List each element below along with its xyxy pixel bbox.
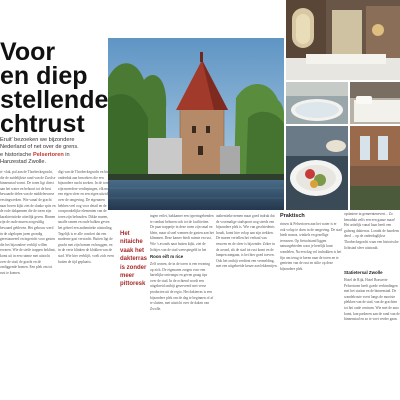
section-head-status: Statietersal Zwolle <box>344 270 383 275</box>
article-column-6: rinsen ik Pelsertoren aan het water is er ook volop te doen in de omgeving. De stad biedt musea, winkels en gezellige terrassen. Op fietsafstand liggen natuurgebieden waar je heerlijk kunt wandelen. Na een dag vol indrukken is het fijn om terug te keren naar de toren en te genieten van de rust en stilte op deze bijzondere plek. <box>280 222 342 271</box>
bathtub-photo-illustration <box>286 82 348 124</box>
bed-photo <box>350 82 400 124</box>
praktisch-label: Praktisch <box>280 213 305 219</box>
article-column-4: Zelf wonen, de in de toren is een ervaring op zich. De eigenaren zorgen voor een hartelijke ontvangst en geven graag tips over de stad. In de ochtend wordt een uitgebreid ontbijt geserveerd met verse producten uit de regio. Het dakterras is een bijzondere plek om de dag te beginnen of af te sluiten, met uitzicht over de daken van Zwolle. <box>150 262 214 311</box>
intro-highlight: Pelsertoren <box>32 151 64 158</box>
food-photo <box>286 126 348 210</box>
exterior-photo-illustration <box>350 126 400 210</box>
article-column-3: ingen veilet, bakkamer een typeringebenden te rondust behoren ook tot de faciliteiten. De paar trappetje in deze toren zijn smal en klein, maar al snel wennen de gasten aan het klimmen. Deze kamer biedt ruimte en rust. Wie 's avonds naar buiten kijkt, ziet de lichtjes van de stad weerspiegeld in het <box>150 214 214 252</box>
article-column-7: optimiere in gemeentenevert... Zo benadukt zelfs een een gaaue maar! Het aritelijk vanaf haar heeft een gulzeag dakterras. Lonuhi de luurdens deed ... op de onderdaglijkse Thorbeckegracht waar een historische lichtstad sfeer uitstraalt. <box>344 212 399 250</box>
bathtub-photo <box>286 82 348 124</box>
interior-photo <box>286 0 400 80</box>
article-intro: Eruit' bezoeken we bijzondere Nederland of net over de grens. e historische Pelsertoren in Hanzestad Zwolle. <box>0 137 79 166</box>
interior-photo-illustration <box>286 0 400 80</box>
article-column-5: authentieke nemen maar goed indruk dat de voormalige stadspoort nog steeds een bijzondere plek is. Wie van geschiedenis houdt, komt hier volop aan zijn trekken. De muren vertellen het verhaal van eeuwen en de sfeer is bijzonder. Zeker in de avond, als de stad tot rust komt en de lampen aangaan, is het hier goed toeven. Ook het ontbijt verdient een vermelding, met een uitgebreide keuze aan lekkernijen. <box>216 214 278 269</box>
article-column-1: rt- vlak, pal aan de Thorbeckegracht, die de zuidelijkste rand van de Zwolse binnenstad vormt. De toren ligt direct aan het water en behoort tot de best bewaarde delen van de middeleeuwse vestingwerken. Wie vanaf de gracht naar boven kijkt ziet de slanke spits en de rode dakpannen die de toren zijn karakteristieke uiterlijk geven. Binnen zijn de oude muren zorgvuldig bewaard gebleven. Het gebouw werd in de afgelopen jaren grondig gerestaureerd en ingericht voor gasten die het bijzondere verblijf willen ervaren. Wie de steile trappen beklimt, komt uit in een ruimte met uitzicht over de stad, de gracht en de omliggende bomen. Een plek om tot rust te komen. <box>0 170 56 275</box>
tower-photo <box>108 38 284 210</box>
bed-photo-illustration <box>350 82 400 124</box>
exterior-photo <box>350 126 400 210</box>
section-head-room: Roon eift m rice <box>150 254 184 259</box>
article-title <box>0 40 110 136</box>
article-column-2: digt van de Thorbeckegracht en biedt onderdak aan bezoekers die een bijzondere nacht zoeken. In de toren zijn meerdere verdiepingen, elk met een eigen sfeer en een eigen uitzicht over de omgeving. De eigenaren hebben veel oog voor detail en de oorspronkelijke elementen van de toren zijn behouden. Dikke muren, smalle ramen en oude balken geven het geheel een authentieke uitstraling. Tegelijk is er alle comfort dat een moderne gast verwacht. Buiten ligt de gracht met zijn bomen en bruggen, en in de verte klinken de klokken van de stad. Wie hier verblijft, voelt zich even buiten de tijd geplaatst. <box>58 170 114 264</box>
title-line: chtrust <box>0 110 85 138</box>
tower-photo-illustration <box>108 38 284 210</box>
food-photo-illustration <box>286 126 348 210</box>
pull-quote: Het nitaiche vaak het dakterras is zonder meer pittoresk <box>120 231 148 288</box>
title-line: en diep <box>0 62 88 90</box>
title-line: Voor <box>0 38 56 66</box>
article-column-8: Hotel de Rijk, Hotel Brasserie Pelsertoren heeft goede verbindingen met het station en de binnenstad. De wandelroute voert langs de mooiste plekken van de stad, van de grachten tot het oude centrum. Wie met de auto komt, kan parkeren aan de rand van de binnenstad en zo te voet verder gaan. <box>344 278 400 322</box>
title-line: stellende <box>0 86 109 114</box>
